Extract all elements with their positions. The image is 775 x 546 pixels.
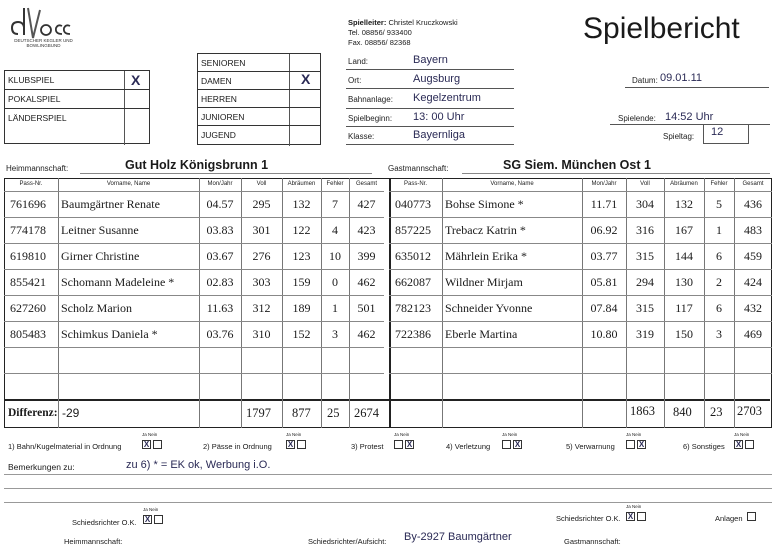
guest-player-pass: 662087 (395, 275, 431, 289)
klasse-label: Klasse: (348, 132, 375, 141)
guest-player-fehler: 3 (716, 327, 722, 341)
check-sonstiges-janein: Ja Nein (734, 432, 750, 437)
ort-label: Ort: (348, 76, 362, 85)
diff-label: Differenz: (8, 407, 58, 419)
check-bahn-label: 1) Bahn/Kugelmaterial in Ordnung (8, 442, 122, 451)
home-player-pass: 619810 (10, 249, 46, 263)
guest-total-fehler: 23 (710, 405, 723, 419)
spielbeginn-label: Spielbeginn: (348, 114, 393, 123)
guest-player-pass: 635012 (395, 249, 431, 263)
home-player-mj: 03.83 (206, 223, 234, 237)
guest-player-voll: 304 (636, 197, 654, 211)
guest-player-abr: 130 (675, 275, 693, 289)
schied-guest-janein: Ja Nein (626, 504, 642, 509)
home-player-pass: 761696 (10, 197, 46, 211)
guest-total-voll: 1863 (630, 404, 655, 418)
guest-total-ges: 2703 (737, 404, 762, 418)
home-player-ges: 427 (357, 197, 376, 211)
home-team-name: Gut Holz Königsbrunn 1 (125, 158, 269, 172)
schied-home-label: Schiedsrichter O.K. (72, 518, 137, 527)
check-verletzung-box-yes[interactable] (502, 440, 511, 449)
home-team-label: Heimmannschaft: (6, 164, 69, 173)
schied-home-box-no[interactable] (154, 515, 163, 524)
guest-player-fehler: 1 (716, 223, 722, 237)
home-player-mj: 03.76 (206, 327, 234, 341)
guest-team-name: SG Siem. München Ost 1 (503, 158, 651, 172)
cat-row-herren: HERREN (198, 90, 320, 108)
check-verwarnung-box-yes[interactable] (626, 440, 635, 449)
guest-player-name: Eberle Martina (445, 327, 518, 341)
cat-row-junioren: JUNIOREN (198, 108, 320, 126)
spielbeginn-value: 13: 00 Uhr (413, 111, 465, 123)
guest-player-mj: 07.84 (590, 301, 618, 315)
home-player-name: Baumgärtner Renate (61, 197, 160, 211)
guest-team-label: Gastmannschaft: (388, 164, 449, 173)
cat-row-jugend: JUGEND (201, 130, 236, 140)
bahnanlage-label: Bahnanlage: (348, 95, 393, 104)
home-col-header: Abräumen (287, 181, 316, 187)
check-protest-box-yes[interactable] (394, 440, 403, 449)
home-player-abr: 132 (292, 197, 311, 211)
check-protest-box[interactable]: X (406, 440, 413, 449)
home-player-voll: 303 (252, 275, 271, 289)
guest-player-ges: 424 (744, 275, 762, 289)
guest-player-abr: 167 (675, 223, 693, 237)
guest-player-voll: 294 (636, 275, 654, 289)
spieltag-value: 12 (711, 126, 724, 138)
guest-player-mj: 03.77 (590, 249, 618, 263)
guest-player-ges: 459 (744, 249, 762, 263)
home-player-voll: 310 (252, 327, 271, 341)
datum-label: Datum: (632, 76, 658, 85)
check-verletzung-janein: Ja Nein (502, 432, 518, 437)
guest-col-header: Pass-Nr. (403, 181, 427, 187)
home-player-pass: 805483 (10, 327, 46, 341)
guest-player-mj: 06.92 (590, 223, 618, 237)
check-bahn-janein: Ja Nein (142, 432, 158, 437)
ref-signature: By-2927 Baumgärtner (404, 531, 512, 543)
land-value: Bayern (413, 54, 448, 66)
check-verwarnung-label: 5) Verwarnung (566, 442, 615, 451)
check-verwarnung-box[interactable]: X (638, 440, 645, 449)
home-player-mj: 03.67 (206, 249, 234, 263)
guest-player-voll: 319 (636, 327, 654, 341)
ort-value: Augsburg (413, 73, 461, 85)
guest-col-header: Gesamt (742, 181, 764, 187)
guest-player-voll: 315 (636, 301, 654, 315)
schied-guest-label: Schiedsrichter O.K. (556, 514, 621, 523)
guest-player-fehler: 5 (716, 197, 722, 211)
guest-player-fehler: 2 (716, 275, 722, 289)
guest-player-name: Wildner Mirjam (445, 275, 523, 289)
home-player-fehler: 1 (332, 301, 338, 315)
guest-player-pass: 782123 (395, 301, 431, 315)
check-sonstiges-box-no[interactable] (745, 440, 754, 449)
home-player-name: Girner Christine (61, 249, 140, 263)
home-player-voll: 312 (252, 301, 271, 315)
home-player-voll: 295 (252, 197, 271, 211)
home-col-header: Fehler (326, 181, 344, 187)
home-player-voll: 301 (252, 223, 271, 237)
guest-player-mj: 05.81 (590, 275, 618, 289)
home-player-ges: 462 (357, 327, 376, 341)
guest-player-ges: 483 (744, 223, 762, 237)
home-player-fehler: 3 (332, 327, 338, 341)
home-player-abr: 189 (292, 301, 311, 315)
home-total-voll: 1797 (246, 406, 271, 420)
guest-player-fehler: 6 (716, 249, 722, 263)
cat-row-senioren: SENIOREN (198, 54, 320, 72)
cat-row-damen: DAMEN (198, 72, 320, 90)
check-protest-label: 3) Protest (351, 442, 384, 451)
guest-player-abr: 150 (675, 327, 693, 341)
guest-player-abr: 132 (675, 197, 693, 211)
type-row-pokalspiel: POKALSPIEL (5, 90, 149, 109)
home-col-header: Gesamt (355, 181, 377, 187)
bahnanlage-value: Kegelzentrum (413, 92, 481, 104)
guest-player-voll: 315 (636, 249, 654, 263)
guest-player-mj: 10.80 (590, 327, 618, 341)
check-bahn-box-no[interactable] (153, 440, 162, 449)
home-col-header: Mon/Jahr (207, 181, 233, 187)
schied-guest-box-no[interactable] (637, 512, 646, 521)
check-paesse-box-no[interactable] (297, 440, 306, 449)
home-total-ges: 2674 (354, 406, 379, 420)
check-verletzung-box[interactable]: X (514, 440, 521, 449)
home-player-mj: 04.57 (206, 197, 234, 211)
type-row-laenderspiel: LÄNDERSPIEL (8, 113, 67, 123)
home-player-pass: 855421 (10, 275, 46, 289)
check-paesse-box[interactable]: X (287, 440, 294, 449)
home-player-mj: 02.83 (206, 275, 234, 289)
home-player-ges: 501 (357, 301, 376, 315)
schied-home-janein: Ja Nein (143, 507, 159, 512)
home-col-header: Pass-Nr. (19, 181, 43, 187)
guest-player-pass: 857225 (395, 223, 431, 237)
guest-player-ges: 436 (744, 197, 762, 211)
damen-mark: X (301, 71, 311, 87)
schied-home-box[interactable]: X (144, 515, 151, 524)
home-player-pass: 774178 (10, 223, 46, 237)
home-col-header: Vorname, Name (106, 181, 151, 187)
home-player-fehler: 10 (329, 249, 341, 263)
guest-col-header: Voll (640, 181, 650, 187)
home-player-name: Schomann Madeleine * (61, 275, 175, 289)
guest-player-fehler: 6 (716, 301, 722, 315)
guest-player-mj: 11.71 (590, 197, 618, 211)
guest-signature-label: Gastmannschaft: (564, 537, 621, 546)
spieltag-label: Spieltag: (663, 132, 695, 141)
guest-player-pass: 040773 (395, 197, 431, 211)
check-bahn-box[interactable]: X (143, 440, 150, 449)
home-signature-label: Heimmannschaft: (64, 537, 123, 546)
guest-player-name: Schneider Yvonne (445, 301, 533, 315)
diff-value: -29 (62, 406, 80, 420)
check-sonstiges-label: 6) Sonstiges (683, 442, 725, 451)
home-total-abr: 877 (292, 406, 311, 420)
home-player-abr: 122 (292, 223, 311, 237)
home-player-ges: 399 (357, 249, 376, 263)
home-player-abr: 123 (292, 249, 311, 263)
home-total-fehler: 25 (327, 406, 340, 420)
guest-player-abr: 144 (675, 249, 693, 263)
check-protest-janein: Ja Nein (394, 432, 410, 437)
remarks-label: Bemerkungen zu: (8, 462, 75, 472)
home-player-ges: 462 (357, 275, 376, 289)
spielende-value: 14:52 Uhr (665, 111, 714, 123)
logo-subtitle: DEUTSCHER KEGLER UND BOWLINGBUND (14, 38, 73, 48)
ref-signature-label: Schiedsrichter/Aufsicht: (308, 537, 387, 546)
schied-guest-box[interactable]: X (627, 512, 634, 521)
guest-col-header: Vorname, Name (490, 181, 534, 187)
remarks-text: zu 6) * = EK ok, Werbung i.O. (126, 459, 271, 471)
home-player-abr: 152 (292, 327, 311, 341)
home-player-pass: 627260 (10, 301, 46, 315)
page-title: Spielbericht (583, 12, 740, 45)
spielende-label: Spielende: (618, 114, 656, 123)
spielleiter-block: Spielleiter: Christel Kruczkowski Tel. 08856/ 933400 Fax. 08856/ 82368 (348, 18, 458, 47)
home-player-fehler: 0 (332, 275, 338, 289)
guest-player-abr: 117 (675, 301, 693, 315)
home-player-name: Leitner Susanne (61, 223, 139, 237)
anlagen-label: Anlagen (715, 514, 743, 523)
guest-col-header: Abräumen (670, 181, 698, 187)
home-player-voll: 276 (252, 249, 271, 263)
check-paesse-janein: Ja Nein (286, 432, 302, 437)
guest-player-ges: 469 (744, 327, 762, 341)
guest-player-name: Bohse Simone * (445, 197, 524, 211)
check-verwarnung-janein: Ja Nein (626, 432, 642, 437)
home-player-name: Scholz Marion (61, 301, 132, 315)
guest-player-ges: 432 (744, 301, 762, 315)
klasse-value: Bayernliga (413, 129, 465, 141)
home-player-abr: 159 (292, 275, 311, 289)
guest-col-header: Mon/Jahr (591, 181, 617, 187)
anlagen-box[interactable] (747, 512, 756, 521)
check-paesse-label: 2) Pässe in Ordnung (203, 442, 272, 451)
home-player-ges: 423 (357, 223, 376, 237)
land-label: Land: (348, 57, 369, 66)
guest-player-voll: 316 (636, 223, 654, 237)
klubspiel-mark: X (131, 72, 141, 88)
home-player-name: Schimkus Daniela * (61, 327, 158, 341)
home-player-fehler: 7 (332, 197, 338, 211)
check-sonstiges-box[interactable]: X (735, 440, 742, 449)
type-row-klubspiel: KLUBSPIEL (5, 71, 149, 90)
home-player-mj: 11.63 (206, 301, 234, 315)
home-player-fehler: 4 (332, 223, 338, 237)
check-verletzung-label: 4) Verletzung (446, 442, 491, 451)
guest-total-abr: 840 (673, 405, 692, 419)
guest-col-header: Fehler (710, 181, 728, 187)
guest-player-pass: 722386 (395, 327, 431, 341)
guest-player-name: Mährlein Erika * (445, 249, 527, 263)
datum-value: 09.01.11 (660, 72, 703, 84)
guest-player-name: Trebacz Katrin * (445, 223, 526, 237)
home-col-header: Voll (256, 181, 267, 187)
